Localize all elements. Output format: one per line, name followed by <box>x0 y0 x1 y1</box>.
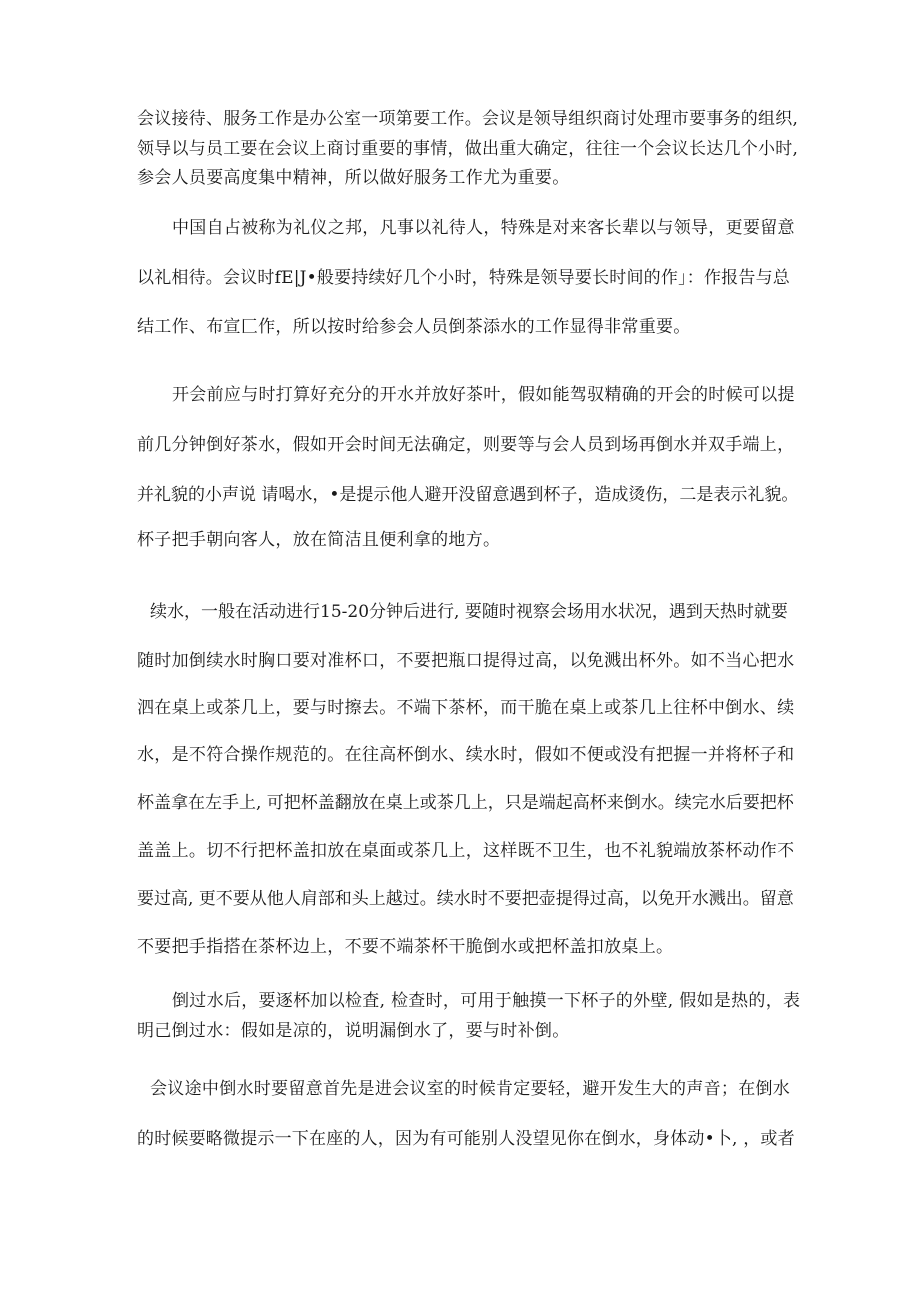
paragraph-line: 不要把手指搭在茶杯边上，不要不端茶杯干脆倒水或把杯盖扣放桌上。 <box>137 937 674 957</box>
paragraph-line: 前几分钟倒好茶水，假如开会时间无法确定，则要等与会人员到场再倒水并双手端上， <box>137 435 795 455</box>
paragraph-line: 并礼貌的小声说 请喝水，•是提示他人避开没留意遇到杯子，造成烫伤，二是表示礼貌。 <box>137 485 799 505</box>
paragraph-line: 盖盖上。切不行把杯盖扣放在桌面或茶几上，这样既不卫生，也不礼貌端放茶杯动作不 <box>137 841 795 861</box>
paragraph-line: 要过高, 更不要从他人肩部和头上越过。续水时不要把壶提得过高，以免开水溅出。留意 <box>137 889 794 909</box>
paragraph-line: 杯盖拿在左手上, 可把杯盖翻放在桌上或茶几上，只是端起高杯来倒水。续完水后要把杯 <box>137 793 794 813</box>
paragraph-line: 会议途中倒水时要留意首先是进会议室的时候肯定要轻，避开发生大的声音；在倒水 <box>150 1079 791 1099</box>
paragraph-line: 参会人员要高度集中精神，所以做好服务工作尤为重要。 <box>137 168 570 188</box>
paragraph-line: 结工作、布宣匚作，所以按时给参会人员倒茶添水的工作显得非常重要。 <box>137 317 691 337</box>
paragraph-line: 明己倒过水：假如是凉的，说明漏倒水了，要与时补倒。 <box>137 1021 570 1041</box>
paragraph-line: 随时加倒续水时胸口要对准杯口，不要把瓶口提得过高，以免溅出杯外。如不当心把水 <box>137 651 795 671</box>
paragraph-line: 杯子把手朝向客人，放在简洁且便利拿的地方。 <box>137 530 501 550</box>
paragraph-line: 会议接待、服务工作是办公室一项第要工作。会议是领导组织商讨处理市要事务的组织, <box>137 109 799 129</box>
paragraph-line: 泗在桌上或茶几上，要与时擦去。不端下茶杯，而干脆在桌上或茶几上往杯中倒水、续 <box>137 698 795 718</box>
paragraph-line: 以礼相待。会议时fE|J•般要持续好几个小时，特殊是领导要长时间的作」：作报告与总 <box>137 268 790 288</box>
paragraph-line: 的时候要略微提示一下在座的人，因为有可能别人没望见你在倒水，身体动•卜, ，或者 <box>137 1129 795 1149</box>
paragraph-line: 倒过水后，要逐杯加以检査, 检查时，可用于触摸一下杯子的外壁, 假如是热的，表 <box>172 991 801 1011</box>
paragraph-line: 水，是不符合操作规范的。在往高杯倒水、续水时，假如不便或没有把握一并将杯子和 <box>137 745 795 765</box>
paragraph-line: 开会前应与时打算好充分的开水并放好茶叶，假如能驾驭精确的开会的时候可以提 <box>172 385 795 405</box>
paragraph-line: 领导以与员工要在会议上商讨重要的事情，做出重大确定，往往一个会议长达几个小时, <box>137 139 799 159</box>
paragraph-line: 中国自占被称为礼仪之邦，凡事以礼待人，特殊是对来客长辈以与领导，更要留意 <box>172 218 795 238</box>
paragraph-line: 续水，一般在活动进行15-20分钟后进行, 要随时视察会场用水状况，遇到天热时就要 <box>150 602 788 622</box>
